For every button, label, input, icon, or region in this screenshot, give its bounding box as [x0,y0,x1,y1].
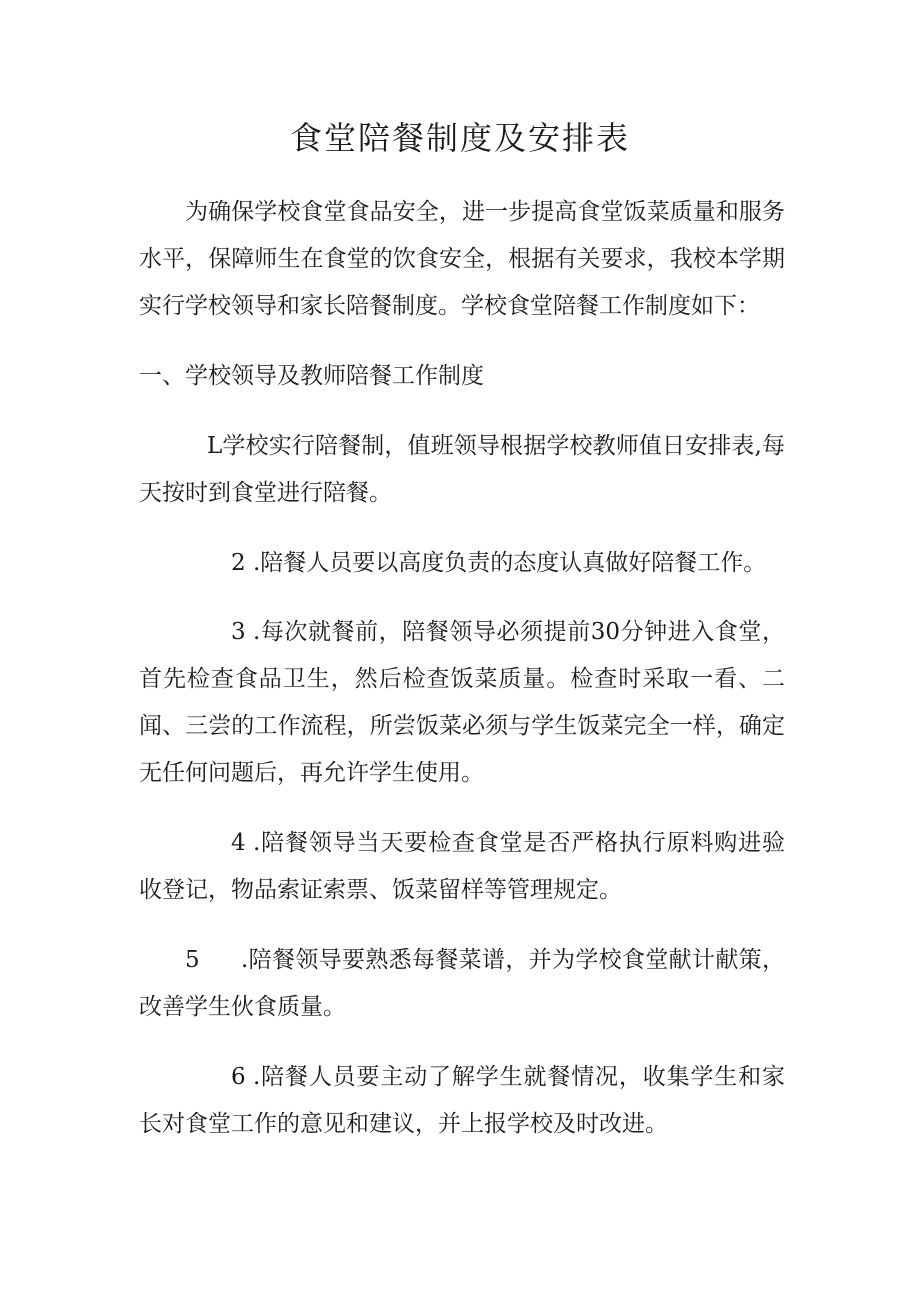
item-number: 5 [185,947,200,973]
item-number: L [207,433,223,459]
item-number: 3 . [231,619,261,645]
list-item [139,937,785,1031]
document-title: 食堂陪餐制度及安排表 [289,119,630,157]
item-text: 陪餐人员要以高度负责的态度认真做好陪餐工作。 [260,550,767,576]
item-text: 陪餐人员要主动了解学生就餐情况，收集学生和家长对食堂工作的意见和建议，并上报学校及时改进。 [139,1064,785,1137]
item-number: 4 . [231,830,261,856]
list-item [139,423,785,517]
list-item [139,540,785,587]
item-text: 陪餐领导要熟悉每餐菜谱，并为学校食堂献计献策，改善学生伙食质量。 [139,947,785,1020]
item-text: 学校实行陪餐制，值班领导根据学校教师值日安排表,每天按时到食堂进行陪餐。 [139,433,785,506]
item-number-suffix: . [241,947,249,973]
item-text: 每次就餐前，陪餐领导必须提前30分钟进入食堂，首先检查食品卫生，然后检查饭菜质量。检查时采取一看、二闻、三尝的工作流程，所尝饭菜必须与学生饭菜完全一样，确定无任何问题后，再允许学生使用。 [139,619,785,786]
item-number: 2 . [231,550,261,576]
intro-paragraph: 为确保学校食堂食品安全，进一步提高食堂饭菜质量和服务水平，保障师生在食堂的饮食安全，根据有关要求，我校本学期实行学校领导和家长陪餐制度。学校食堂陪餐工作制度如下： [139,199,785,319]
list-item [139,609,785,797]
list-item [139,1054,785,1148]
item-number: 6 . [231,1064,261,1090]
section-heading: 一、学校领导及教师陪餐工作制度 [139,363,484,389]
item-text: 陪餐领导当天要检查食堂是否严格执行原料购进验收登记，物品索证索票、饭菜留样等管理规定。 [139,830,785,903]
list-item [139,820,785,914]
